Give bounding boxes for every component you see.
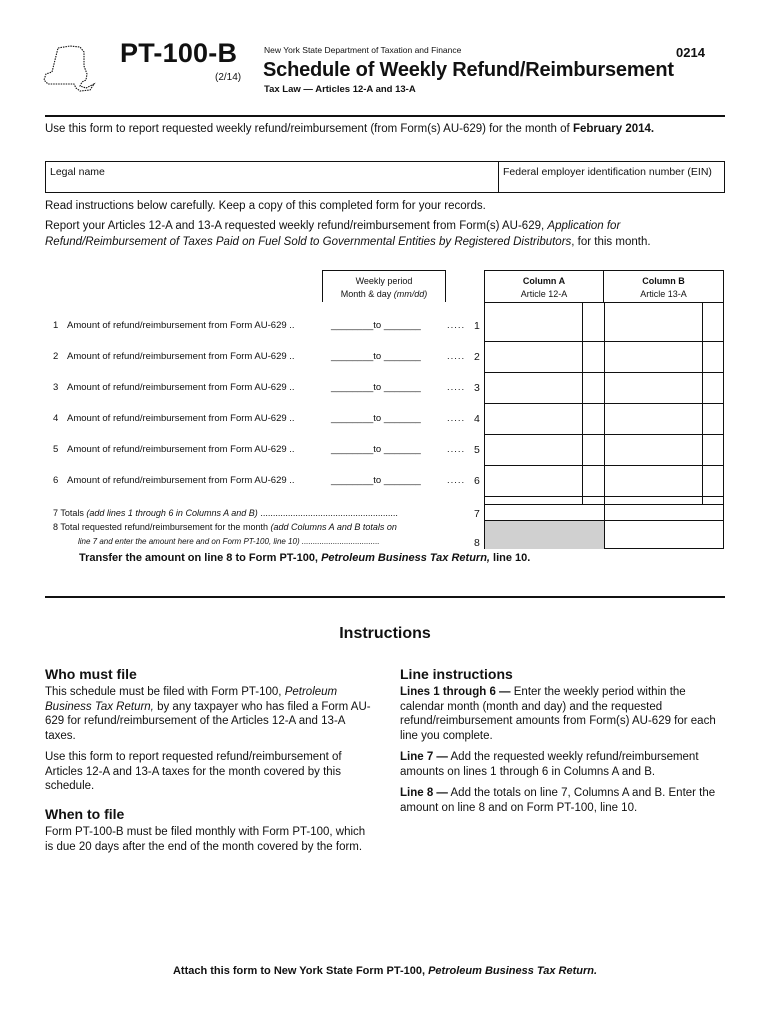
line-1-weekly-period[interactable]: ________to _______	[331, 320, 421, 331]
line-8-instruction: Line 8 — Add the totals on line 7, Columns A and B. Enter the amount on line 8 and on Form PT-100, line 10.	[400, 787, 716, 814]
form-revision: (2/14)	[215, 72, 242, 83]
column-b-header: Column B Article 13-A	[604, 270, 724, 302]
line-3-label: 3 Amount of refund/reimbursement from Form AU-629 ..	[53, 382, 295, 393]
legal-name-field[interactable]: Legal name	[50, 166, 105, 178]
line-5-number: 5	[474, 444, 480, 456]
form-id: PT-100-B	[120, 38, 238, 68]
divider	[45, 596, 725, 598]
line-7-number: 7	[474, 508, 480, 520]
who-must-file-paragraph: This schedule must be filed with Form PT-100, Petroleum Business Tax Return, by any taxpayer who has filed a Form AU-629 for refund/reimbursement of the Articles 12-A and 13-A taxes.	[45, 686, 371, 742]
line-3-weekly-period[interactable]: ________to _______	[331, 382, 421, 393]
line-4-leader: .....	[447, 413, 466, 424]
line-4-label: 4 Amount of refund/reimbursement from Form AU-629 ..	[53, 413, 295, 424]
line-6-leader: .....	[447, 475, 466, 486]
who-must-file-paragraph-2: Use this form to report requested refund/reimbursement of Articles 12-A and 13-A taxes for the month covered by this schedule.	[45, 751, 342, 792]
attach-note: Attach this form to New York State Form PT-100, Petroleum Business Tax Return.	[172, 965, 598, 977]
new-york-state-map-icon	[40, 44, 96, 94]
amount-grid	[484, 302, 724, 549]
transfer-note: Transfer the amount on line 8 to Form PT-100, Petroleum Business Tax Return, line 10.	[79, 552, 531, 564]
intro-line: Use this form to report requested weekly refund/reimbursement (from Form(s) AU-629) for the month of February 2014.	[45, 123, 655, 135]
when-to-file-heading: When to file	[45, 806, 125, 822]
when-to-file-paragraph: Form PT-100-B must be filed monthly with Form PT-100, which is due 20 days after the end of the month covered by the form.	[45, 826, 366, 853]
taxpayer-info-box	[45, 161, 725, 193]
line-7-label: 7 Totals (add lines 1 through 6 in Columns A and B) .......................................................	[53, 508, 398, 518]
line-1-leader: .....	[447, 320, 466, 331]
form-code: 0214	[676, 45, 705, 60]
line-8-label: 8 Total requested refund/reimbursement for the month (add Columns A and B totals on	[53, 522, 397, 532]
line-8-number: 8	[474, 537, 480, 549]
instructions-title: Instructions	[339, 625, 431, 642]
line-2-number: 2	[474, 351, 480, 363]
weekly-period-header: Weekly period Month & day (mm/dd)	[322, 270, 446, 302]
report-instructions: Report your Articles 12-A and 13-A requested weekly refund/reimbursement from Form(s) AU-629, Application for Refund/Reimbursement of Taxes Paid on Fuel Sold to Governmental Entities by Registered Distributors, for this month.	[45, 220, 651, 248]
lines-1-6-instruction: Lines 1 through 6 — Enter the weekly period within the calendar month (month and day) and the requested refund/reimbursement amounts from Form(s) AU-629 for each line you complete.	[400, 686, 716, 742]
line-1-number: 1	[474, 320, 480, 332]
line-7-instruction: Line 7 — Add the requested weekly refund/reimbursement amounts on lines 1 through 6 in Columns A and B.	[400, 751, 699, 778]
form-title: Schedule of Weekly Refund/Reimbursement	[263, 59, 674, 81]
line-1-label: 1 Amount of refund/reimbursement from Form AU-629 ..	[53, 320, 295, 331]
line-4-number: 4	[474, 413, 480, 425]
line-6-weekly-period[interactable]: ________to _______	[331, 475, 421, 486]
line-5-leader: .....	[447, 444, 466, 455]
line-2-leader: .....	[447, 351, 466, 362]
read-instructions-line: Read instructions below carefully. Keep a copy of this completed form for your records.	[45, 200, 486, 212]
line-4-weekly-period[interactable]: ________to _______	[331, 413, 421, 424]
who-must-file-heading: Who must file	[45, 666, 137, 682]
ein-field[interactable]: Federal employer identification number (EIN)	[503, 166, 712, 178]
line-6-number: 6	[474, 475, 480, 487]
line-8-column-a-shaded	[485, 521, 604, 549]
line-2-weekly-period[interactable]: ________to _______	[331, 351, 421, 362]
report-month: February 2014.	[572, 123, 655, 135]
tax-law-reference: Tax Law — Articles 12-A and 13-A	[264, 84, 416, 95]
line-6-label: 6 Amount of refund/reimbursement from Form AU-629 ..	[53, 475, 295, 486]
line-3-number: 3	[474, 382, 480, 394]
line-5-weekly-period[interactable]: ________to _______	[331, 444, 421, 455]
line-5-label: 5 Amount of refund/reimbursement from Form AU-629 ..	[53, 444, 295, 455]
department-name: New York State Department of Taxation and Finance	[264, 45, 462, 55]
divider	[45, 115, 725, 117]
line-8-label-cont: line 7 and enter the amount here and on Form PT-100, line 10) ...................................	[78, 537, 380, 546]
column-a-header: Column A Article 12-A	[484, 270, 604, 302]
line-2-label: 2 Amount of refund/reimbursement from Form AU-629 ..	[53, 351, 295, 362]
line-3-leader: .....	[447, 382, 466, 393]
line-instructions-heading: Line instructions	[400, 666, 513, 682]
